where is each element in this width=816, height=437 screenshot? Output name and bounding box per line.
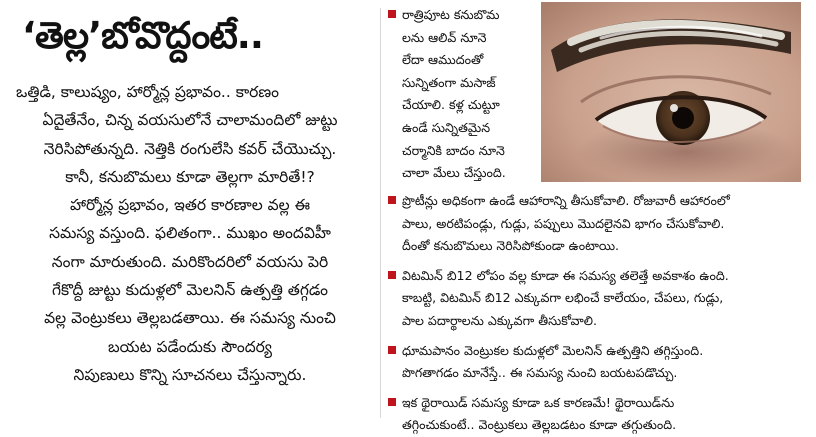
body-line: సమస్య వస్తుంది. ఫలితంగా.. ముఖం అందవిహీ <box>49 224 331 243</box>
article-main-column <box>0 0 372 426</box>
body-line: నిపుణులు కొన్ని సూచనలు చేస్తున్నారు. <box>73 365 307 384</box>
tip-item-thyroid <box>386 392 806 437</box>
article-body <box>10 78 370 389</box>
article-headline: ‘తెల్ల’బోవొద్దంటే.. <box>22 14 263 57</box>
tip-line: కాబట్టి, విటమిన్‌ బి12 ఎక్కువగా లభించే కాలేయం, చేపలు, గుడ్లు, <box>402 290 724 306</box>
eye-eyebrow-photo <box>541 2 801 182</box>
body-line: గేకొద్దీ జుట్టు కుదుళ్లలో మెలనిన్‌ ఉత్పత్తి తగ్గడం <box>52 281 328 300</box>
tip-line: లేదా ఆముదంతో <box>402 52 484 68</box>
body-line: నంగా మారుతుంది. మరికొందరిలో వయసు పెరి <box>51 252 329 271</box>
tip-line: పాలు, అరటిపండ్లు, గుడ్లు, పప్పులు మొదలైనవి భాగం చేసుకోవాలి. <box>402 215 725 231</box>
red-square-bullet-icon <box>388 346 396 354</box>
tip-item-smoking <box>386 340 806 385</box>
body-line: వల్ల వెంట్రుకలు తెల్లబడతాయి. ఈ సమస్య నుంచి <box>44 309 336 328</box>
red-square-bullet-icon <box>388 196 396 204</box>
tip-line: పాల పదార్థాలను ఎక్కువగా తీసుకోవాలి. <box>402 312 597 328</box>
body-line: నెరిసిపోతున్నది. నెత్తికి రంగులేసి కవర్‌ చేయొచ్చు. <box>43 139 337 158</box>
body-line: కానీ, కనుబొమలు కూడా తెల్లగా మారితే!? <box>65 167 315 186</box>
tip-line: రాత్రిపూట కనుబొమ <box>402 7 500 22</box>
tip-line: దీంతో కనుబొమలు నెరిసిపోకుండా ఉంటాయి. <box>402 238 620 254</box>
red-square-bullet-icon <box>388 398 396 406</box>
red-square-bullet-icon <box>388 271 396 279</box>
body-line: ఒత్తిడి, కాలుష్యం, హార్మోన్ల ప్రభావం.. కారణం <box>16 83 280 101</box>
tip-item-oil-massage <box>386 4 551 185</box>
tips-column <box>386 0 816 433</box>
tips-list <box>386 190 806 437</box>
red-square-bullet-icon <box>388 10 396 18</box>
body-line: బయట పడేందుకు సౌందర్య <box>108 337 272 356</box>
tip-line: ఉండే సున్నితమైన <box>402 119 491 135</box>
tip-line: చేయాలి. కళ్ల చుట్టూ <box>402 97 500 113</box>
tip-item-protein <box>386 190 806 258</box>
tip-item-vitamin-b12 <box>386 265 806 333</box>
eye-photo-icon <box>541 2 801 182</box>
tip-line: పొగతాగడం మానేస్తే.. ఈ సమస్య నుంచి బయటపడొచ్చు. <box>402 365 678 381</box>
tip-line: విటమిన్‌ బి12 లోపం వల్ల కూడా ఈ సమస్య తలెత్తే అవకాశం ఉంది. <box>402 267 729 283</box>
tip-line: తగ్గించుకుంటే.. వెంట్రుకలు తెల్లబడటం కూడా తగ్గుతుంది. <box>402 417 677 433</box>
tip-line: చాలా మేలు చేస్తుంది. <box>402 165 506 181</box>
tip-line: లను ఆలివ్‌ నూనె <box>402 29 487 45</box>
tip-line: ప్రొటీన్లు అధికంగా ఉండే ఆహారాన్ని తీసుకోవాలి. రోజువారీ ఆహారంలో <box>402 193 730 208</box>
body-line: ఏదైతేనేం, చిన్న వయసులోనే చాలామందిలో జుట్టు <box>42 111 338 130</box>
tip-line: సున్నితంగా మసాజ్‌ <box>402 74 496 90</box>
tip-line: ఇక థైరాయిడ్‌ సమస్య కూడా ఒక కారణమే! థైరాయిడ్‌ను <box>402 394 675 410</box>
tip-line: ధూమపానం వెంట్రుకల కుదుళ్లలో మెలనిన్‌ ఉత్పత్తిని తగ్గిస్తుంది. <box>402 342 704 358</box>
tip-line: చర్మానికి బాదం నూనె <box>402 142 505 158</box>
body-line: హార్మోన్ల ప్రభావం, ఇతర కారణాల వల్ల ఈ <box>70 196 310 215</box>
column-divider <box>380 8 381 418</box>
